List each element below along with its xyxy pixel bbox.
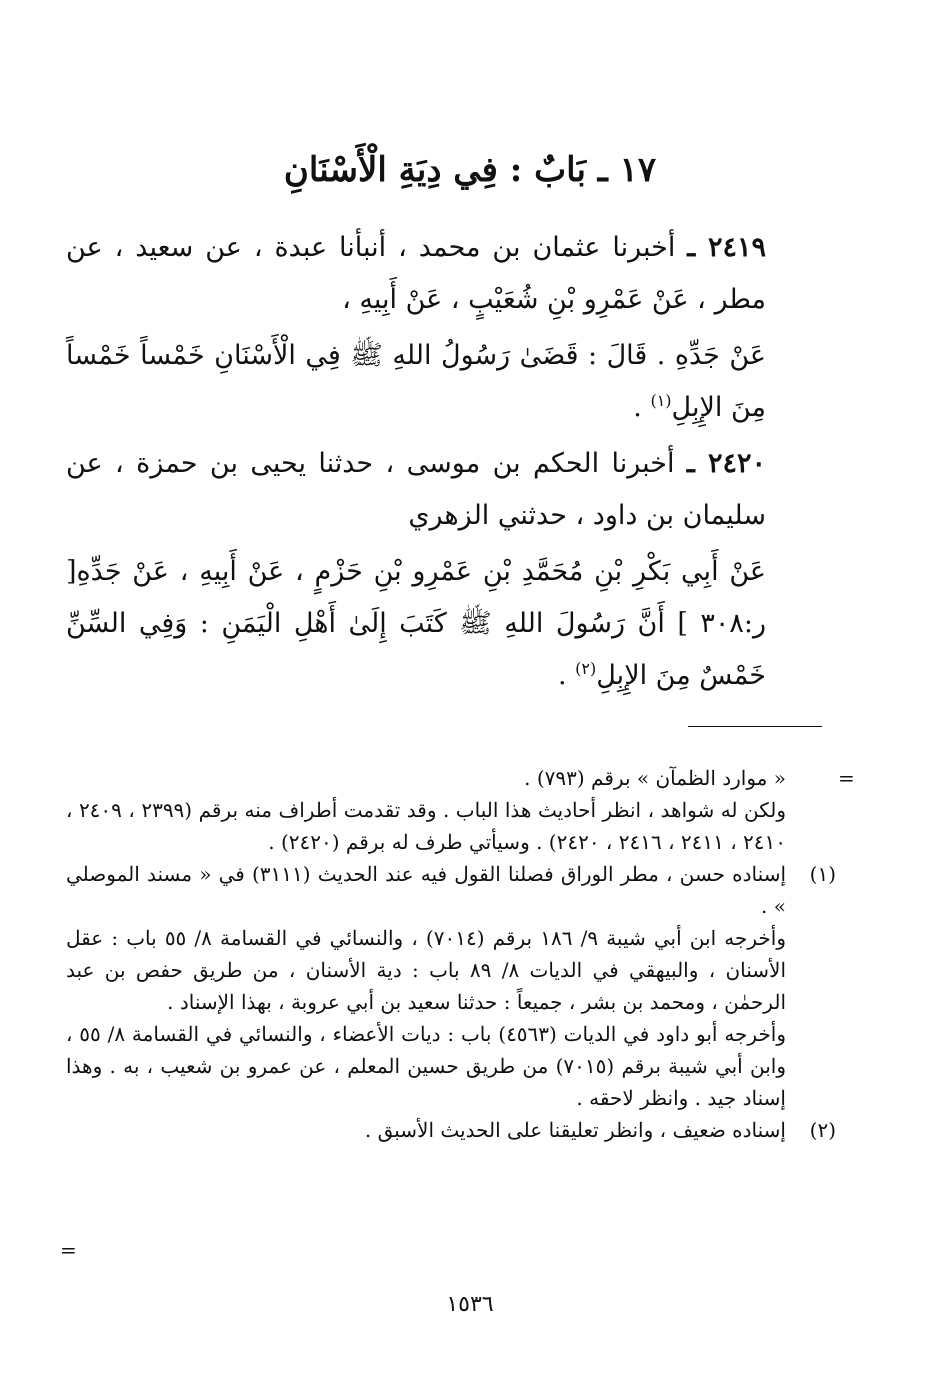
page-number: ١٥٣٦ xyxy=(446,1292,494,1317)
hadith-2419-matn xyxy=(66,330,836,434)
footnote-label: (٢) xyxy=(809,1118,836,1142)
hadith-isnad: أخبرنا الحكم بن موسى ، حدثنا يحيى بن حمزة ، عن سليمان بن داود ، حدثني الزهري xyxy=(66,448,766,531)
footnote-paragraph: إسناده ضعيف ، وانظر تعليقنا على الحديث الأسبق . xyxy=(364,1118,786,1142)
footnote-label: (١) xyxy=(809,862,836,886)
footnote-1 xyxy=(66,858,836,1114)
main-text xyxy=(66,222,836,706)
footnote-continued-1: « موارد الظمآن » برقم (٧٩٣) . xyxy=(524,766,786,790)
hadith-end: . xyxy=(633,392,642,423)
hadith-2419-isnad xyxy=(66,222,836,326)
footnote-paragraph: إسناده حسن ، مطر الوراق فصلنا القول فيه عند الحديث (٣١١١) في « مسند الموصلي » . xyxy=(66,862,787,918)
continuation-mark: = xyxy=(838,766,855,790)
hadith-matn: عَنْ جَدِّهِ . قَالَ : قَضَىٰ رَسُولُ اللهِ ﷺ فِي الْأَسْنَانِ خَمْساً خَمْساً مِنَ الإِبِلِ xyxy=(66,340,766,423)
hadith-isnad: أخبرنا عثمان بن محمد ، أنبأنا عبدة ، عن سعيد ، عن مطر ، عَنْ عَمْرِو بْنِ شُعَيْبٍ ، عَنْ أَبِيهِ ، xyxy=(66,232,766,315)
chapter-title: ١٧ ـ بَابٌ : فِي دِيَةِ الْأَسْنَانِ xyxy=(283,150,657,190)
footnote-continued-2: ولكن له شواهد ، انظر أحاديث هذا الباب . وقد تقدمت أطراف منه برقم (٢٣٩٩ ، ٢٤٠٩ ، ٢٤١٠ ، ٢٤١١ ، ٢٤١٦ ، ٢٤٢٠) . وسيأتي طرف له برقم (٢٤٢٠) . xyxy=(66,798,787,854)
footnote-ref[interactable]: (٢) xyxy=(575,659,597,678)
hadith-matn: عَنْ أَبِي بَكْرِ بْنِ مُحَمَّدِ بْنِ عَمْرِو بْنِ حَزْمٍ ، عَنْ أَبِيهِ ، عَنْ جَدِّهِ[ ر:٣٠٨ ] أَنَّ رَسُولَ اللهِ ﷺ كَتَبَ إِلَىٰ أَهْلِ الْيَمَنِ : وَفِي السِّنِّ خَمْسٌ مِنَ الإِبِلِ xyxy=(66,556,766,691)
footnote-paragraph: وأخرجه ابن أبي شيبة ٩/ ١٨٦ برقم (٧٠١٤) ، والنسائي في القسامة ٨/ ٥٥ باب : عقل الأسنان ، والبيهقي في الديات ٨/ ٨٩ باب : دية الأسنان ، من طريق حفص بن عبد الرحمٰن ، ومحمد بن بشر ، جميعاً : حدثنا سعيد بن أبي عروبة ، بهذا الإسناد . xyxy=(66,926,786,1014)
continuation-mark: = xyxy=(60,1238,77,1262)
footnote-2 xyxy=(66,1114,836,1146)
footnote-paragraph: وأخرجه أبو داود في الديات (٤٥٦٣) باب : ديات الأعضاء ، والنسائي في القسامة ٨/ ٥٥ ، وابن أبي شيبة برقم (٧٠١٥) من طريق حسين المعلم ، عن عمرو بن شعيب ، به . وهذا إسناد جيد . وانظر لاحقه . xyxy=(66,1022,787,1110)
hadith-number: ٢٤١٩ ـ xyxy=(687,232,766,263)
hadith-end: . xyxy=(557,660,567,691)
hadith-number: ٢٤٢٠ ـ xyxy=(686,448,767,479)
footnotes xyxy=(66,762,836,1146)
footnote-ref[interactable]: (١) xyxy=(650,391,672,410)
footnote-separator xyxy=(688,726,822,727)
hadith-2420-matn xyxy=(66,546,836,702)
hadith-2420-isnad xyxy=(66,438,836,542)
